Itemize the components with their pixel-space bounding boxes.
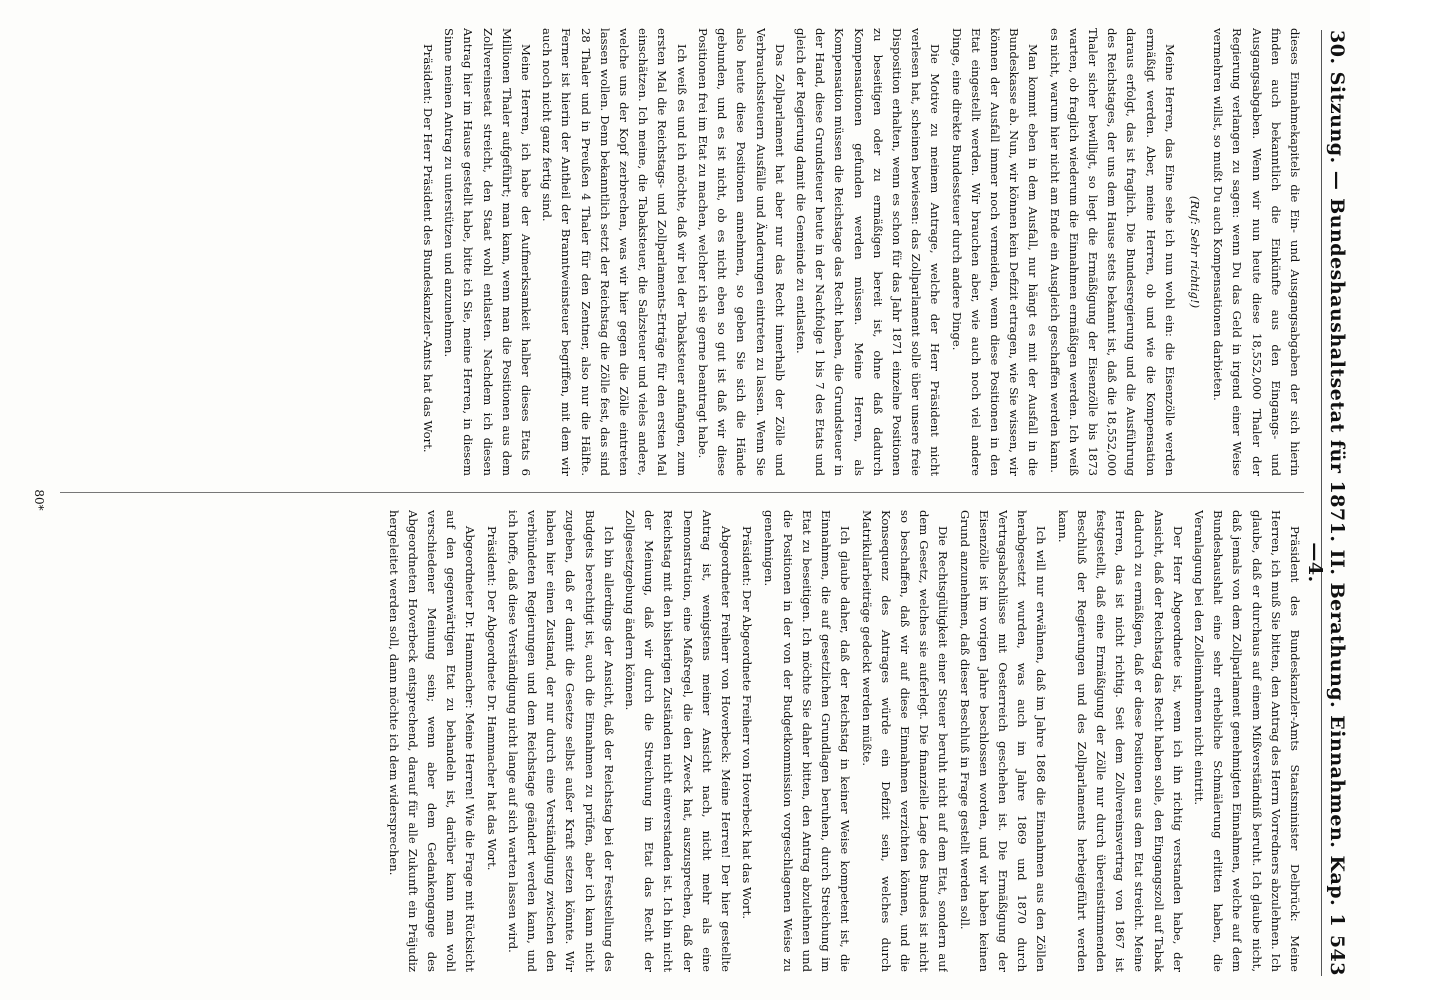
- page-header: [1304, 30, 1348, 976]
- paragraph: Ich bin allerdings der Ansicht, daß der Reichstag bei der Feststellung des Budgets berechtigt ist, auch die Einnahmen zu prüfen, aber ich kann nicht zugeben, daß er damit die Gesetze selbst außer Kraft setzen könnte. Wir haben hier einen Zustand, der nur durch eine Verständigung zwischen den verbündeten Regierungen und dem Reichstage geändert werden kann, und ich hoffe, daß diese Verständigung nicht lange auf sich warten lassen wird.: [505, 510, 616, 972]
- paragraph: Präsident: Der Abgeordnete Freiherr von Hoverbeck hat das Wort.: [740, 526, 755, 920]
- column-divider: [60, 492, 1304, 493]
- interjection-text: (Ruf: Sehr richtig!): [1187, 195, 1202, 309]
- paragraph: Präsident: Der Herr Präsident des Bundeskanzler-Amts hat das Wort.: [421, 44, 436, 453]
- paragraph: Die Motive zu meinem Antrage, welche der Herr Präsident nicht verlesen hat, scheinen bewiesen: das Zollparlament solle über unsere freie Disposition erhalten, wenn es schon für das Jahr 1871 einzelne Positionen zu beseitigen oder zu ermäßigen bereit ist, ohne daß dadurch Kompensationen gefunden werden müssen. Meine Herren, als Kompensation müssen die Reichstage das Recht haben, die Grundsteuer in der Hand, diese Grundsteuer heute in der Nachfolge 1 bis 7 des Etats und gleich der Regierung damit die Gemeinde zu entlasten.: [793, 28, 943, 476]
- paragraph: Das Zollparlament hat aber nur das Recht innerhalb der Zölle und Verbrauchssteuern Ausfälle und Änderungen eintreten zu lassen. Wenn Sie also heute diese Positionen annehmen, so geben Sie sich die Hände gebunden, und es ist nicht, ob es nicht eben so gut ist daß wir diese Positionen frei im Etat zu machen, welcher ich sie gerne beantragt habe.: [695, 28, 787, 476]
- paragraph: Meine Herren, ich habe der Aufmerksamkeit halber dieses Etats 6 Millionen Thaler aufgeführt; man kann, wenn man die Positionen aus dem Zollvereinsetat streicht, den Staat wohl entlasten. Nachdem ich diesen Antrag hier im Hause gestellt habe, bitte ich Sie, meine Herren, in diesem Sinne meinen Antrag zu unterstützen und anzunehmen.: [442, 28, 534, 476]
- paragraph: dieses Einnahmekapitels die Ein- und Ausgangsabgaben der sich hierin finden auch bekanntlich die Einkünfte aus den Eingangs- und Ausgangsabgaben. Wenn wir nun heute diese 18,552,000 Thaler der Regierung verlangen zu sagen: wenn Du das Geld in irgend einer Weise vermehren willst, so mußt Du auch Kompensationen darbieten.: [1211, 28, 1302, 476]
- paragraph: Präsident: Der Abgeordnete Dr. Hammacher hat das Wort.: [484, 526, 499, 871]
- paragraph: Ich glaube daher, daß der Reichstag in keiner Weise kompetent ist, die Einnahmen, die auf gesetzlichen Grundlagen beruhen, durch Streichung im Etat zu beseitigen. Ich möchte Sie daher bitten, den Antrag abzulehnen und die Positionen in der von der Budgetkommission vorgeschlagenen Weise zu genehmigen.: [761, 510, 853, 972]
- header-session: 30. Sitzung. —: [1326, 30, 1348, 191]
- paragraph: Ich weiß es und ich möchte, daß wir bei der Tabaksteuer anfangen, zum ersten Mal die Reichstags- und Zollparlaments-Erträge für den ersten Mal einschätzen. Ich meine, die Tabaksteuer, die Salzsteuer und vieles andere, welche uns der Kopf zerbrechen, was wir hier gegen die Zölle eintreten lassen wollen. Denn bekanntlich setzt der Reichstag die Zölle fest, das sind 28 Thaler und in Preußen 4 Thaler für den Zentner, also nur die Hälfte. Ferner ist hierin der Antheil der Branntweinsteuer begriffen, mit dem wir auch noch nicht ganz fertig sind.: [540, 28, 689, 476]
- header-page-number: 543: [1326, 934, 1348, 976]
- right-text-column: [60, 510, 1304, 972]
- paragraph: Meine Herren, das Eine sehe ich nun wohl ein: die Eisenzölle werden ermäßigt werden. Aber, meine Herren, ob und wie die Kompensation daraus erfolgt, das ist fraglich. Die Bundesregierung und die Ausführung des Reichstages, der uns dem Hause stets bekannt ist, daß die 18,552,000 Thaler sicher bewilligt, so liegt die Ermäßigung der Eisenzölle bis 1873 warten, ob fraglich wiederum die Einnahmen ermäßigen werden. Ich weiß es nicht, warum hier nicht am Ende ein Ausgleich geschaffen werden kann.: [1047, 28, 1177, 476]
- paragraph: Man kommt eben in dem Ausfall, nur hängt es mit der Ausfall in die Bundeskasse ab. Nun, wir können kein Defizit ertragen, wie Sie wissen, wir können der Ausfall immer noch vermeiden, wenn diese Positionen in den Etat eingestellt werden. Wir brauchen aber, wie auch noch viel andere Dinge, eine direkte Bundessteuer durch andere Dinge.: [949, 28, 1041, 476]
- paragraph: Abgeordneter Dr. Hammacher: Meine Herren! Wie die Frage mit Rücksicht auf den gegenwärtigen Etat zu behandeln ist, darüber kann man wohl verschiedener Meinung sein; wenn aber dem Gedankengange des Abgeordneten Hoverbeck entsprechend, darauf für alle Zukunft ein Präjudiz hergeleitet werden soll, dann möchte ich dem widersprechen.: [386, 510, 478, 972]
- paragraph: Präsident des Bundeskanzler-Amts Staatsminister Delbrück: Meine Herren, ich muß Sie bitten, den Antrag des Herrn Vorredners abzulehnen. Ich glaube, daß er durchaus auf einem Mißverständniß beruht. Ich glaube nicht, daß jemals von dem Zollparlament genehmigten Einnahmen, welche auf dem Bundeshaushalt eine sehr erhebliche Schmälerung erlitten haben, die Veranlagung bei den Zolleinnahmen nicht eintritt.: [1191, 510, 1302, 972]
- paragraph: Ich will nur erwähnen, daß im Jahre 1868 die Einnahmen aus den Zöllen herabgesetzt wurden, was auch im Jahre 1869 und 1870 durch Vertragsabschlüsse mit Oesterreich geschehen ist. Die Ermäßigung der Eisenzölle ist im vorigen Jahre beschlossen worden, und wir haben keinen Grund anzunehmen, daß dieser Beschluß in Frage gestellt werden soll.: [957, 510, 1049, 972]
- header-title: Bundeshaushaltsetat für 1871. II. Berathung. Einnahmen. Kap. 1—4.: [1304, 198, 1348, 928]
- left-text-column: [60, 28, 1304, 476]
- paragraph: Der Herr Abgeordnete ist, wenn ich ihn richtig verstanden habe, der Ansicht, daß der Reichstag das Recht haben solle, den Eingangszoll auf Tabak dadurch zu ermäßigen, daß er diese Positionen aus dem Etat streicht. Meine Herren, das ist nicht richtig. Seit dem Zollvereinsvertrag von 1867 ist festgestellt, daß eine Ermäßigung der Zölle nur durch übereinstimmenden Beschluß der Regierungen und des Zollparlaments herbeigeführt werden kann.: [1055, 510, 1185, 972]
- paragraph: Abgeordneter Freiherr von Hoverbeck: Meine Herren! Der hier gestellte Antrag ist, wenigstens meiner Ansicht nach, nicht mehr als eine Demonstration, eine Maßregel, die den Zweck hat, auszusprechen, daß der Reichstag mit den bisherigen Zuständen nicht einverstanden ist. Ich bin nicht der Meinung, daß wir durch die Streichung im Etat das Recht der Zollgesetzgebung ändern können.: [623, 510, 734, 972]
- paragraph: Die Rechtsgültigkeit einer Steuer beruht nicht auf dem Etat, sondern auf dem Gesetz, welches sie auferlegt. Die finanzielle Lage des Bundes ist nicht so beschaffen, daß wir auf diese Einnahmen verzichten können, und die Konsequenz des Antrages würde ein Defizit sein, welches durch Matrikularbeiträge gedeckt werden müßte.: [859, 510, 951, 972]
- page-footer-marker: 80*: [32, 489, 46, 511]
